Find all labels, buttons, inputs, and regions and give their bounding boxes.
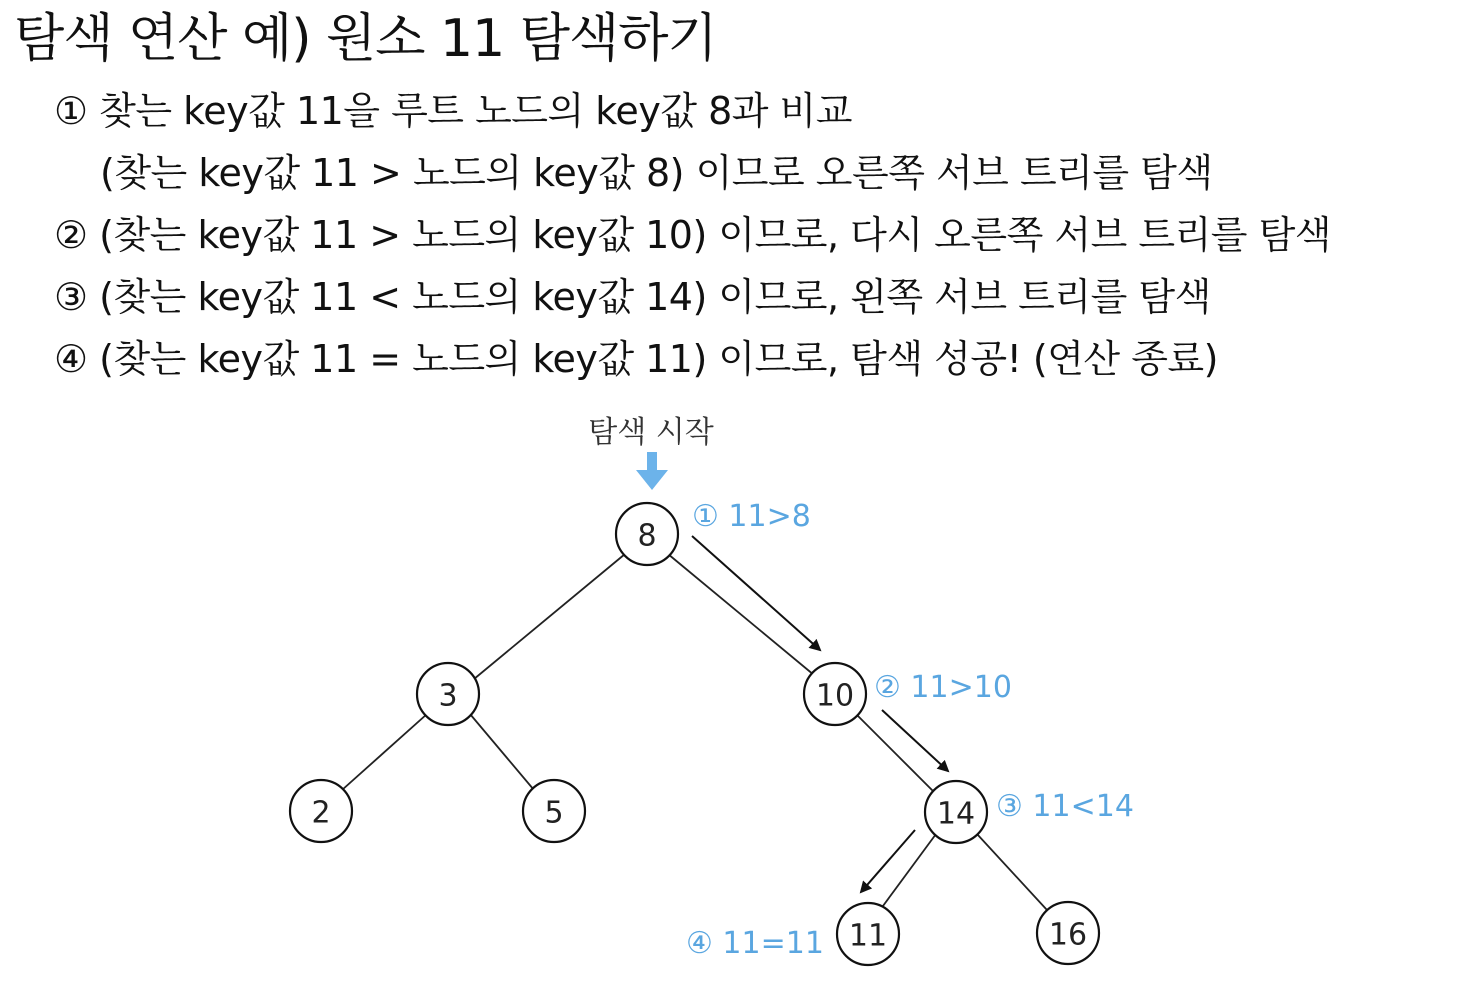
- node-10-value: 10: [815, 678, 855, 714]
- node-11-value: 11: [848, 918, 888, 954]
- node-14-value: 14: [936, 796, 976, 832]
- search-start-label: 탐색 시작: [588, 415, 714, 450]
- annotation-step-4: ④ 11=11: [686, 926, 824, 961]
- node-3-value: 3: [438, 678, 458, 714]
- tree-node-5: [523, 780, 585, 842]
- annotation-step-1: ① 11>8: [692, 499, 811, 534]
- tree-node-10: [804, 663, 866, 725]
- node-5-value: 5: [544, 795, 564, 831]
- node-8-value: 8: [637, 518, 657, 554]
- annotation-step-3: ③ 11<14: [996, 789, 1134, 824]
- edge-8-10: [668, 554, 820, 680]
- tree-node-11: [837, 903, 899, 965]
- step-2-text: ② (찾는 key값 11 > 노드의 key값 10) 이므로, 다시 오른쪽 서브 트리를 탐색: [54, 213, 1331, 257]
- step-4-text: ④ (찾는 key값 11 = 노드의 key값 11) 이므로, 탐색 성공! (연산 종료): [54, 337, 1218, 381]
- edge-3-2: [342, 714, 427, 790]
- tree-node-2: [290, 780, 352, 842]
- search-arrow-2: [882, 710, 948, 771]
- slide-title: 탐색 연산 예) 원소 11 탐색하기: [14, 9, 717, 69]
- edge-10-14: [855, 713, 935, 793]
- edge-14-16: [977, 834, 1047, 910]
- tree-node-8: [616, 503, 678, 565]
- start-arrow-icon: [636, 452, 668, 490]
- edge-14-11: [880, 834, 936, 910]
- search-arrow-1: [692, 536, 820, 650]
- edge-3-5: [470, 714, 534, 790]
- search-arrow-3: [861, 830, 915, 892]
- step-1-continuation-text: (찾는 key값 11 > 노드의 key값 8) 이므로 오른쪽 서브 트리를 탐색: [100, 151, 1213, 195]
- node-2-value: 2: [311, 795, 331, 831]
- tree-node-16: [1037, 902, 1099, 964]
- tree-node-14: [925, 781, 987, 843]
- step-1-text: ① 찾는 key값 11을 루트 노드의 key값 8과 비교: [54, 89, 852, 133]
- annotation-step-2: ② 11>10: [874, 670, 1012, 705]
- node-16-value: 16: [1048, 917, 1088, 953]
- tree-node-3: [417, 663, 479, 725]
- step-3-text: ③ (찾는 key값 11 < 노드의 key값 14) 이므로, 왼쪽 서브 트리를 탐색: [54, 275, 1211, 319]
- edge-8-3: [468, 554, 625, 684]
